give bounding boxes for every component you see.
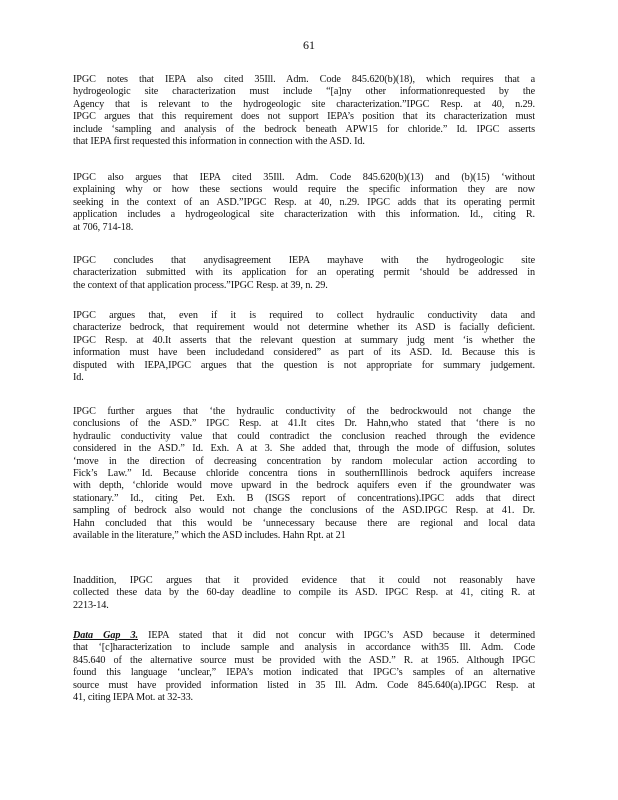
text-line: ‘move in the direction of decreasing concentration by random molecular action according to xyxy=(73,455,535,467)
text-line: that IEPA first requested this information in connection with the ASD. Id. xyxy=(73,136,365,148)
text-line: application includes a hydrogeological site characterization with this information. Id., citing R. xyxy=(73,209,535,221)
paragraph-5 xyxy=(73,406,535,542)
text-line: information must have been includedand considered” as part of its ASD. Id. Because this is xyxy=(73,347,535,359)
text-line: Id. xyxy=(73,372,84,384)
text-line: the context of that application process.”IPGC Resp. at 39, n. 29. xyxy=(73,279,328,291)
text-line: found this language ‘unclear,” IEPA’s motion indicated that IPGC’s samples of an alternative xyxy=(73,667,535,679)
text-line: Agency that is relevant to the hydrogeologic site characterization.”IPGC Resp. at 40, n.29. xyxy=(73,98,535,110)
text-line: considered in the ASD.” Id. Exh. A at 3. She added that, through the mode of diffusion, solutes xyxy=(73,443,535,455)
paragraph-6 xyxy=(73,575,535,612)
paragraph-3 xyxy=(73,255,535,292)
text-line: with depth, ‘chloride would move upward in the bedrock aquifers even if the groundwater was xyxy=(73,480,535,492)
text-run: IEPA stated that it did not concur with IPGC’s ASD because it determined xyxy=(148,630,535,641)
text-line: disputed with IEPA,IPGC argues that the question is not appropriate for summary judgement. xyxy=(73,359,535,371)
text-line: IPGC argues that this requirement does not support IEPA’s position that its characterization must xyxy=(73,111,535,123)
text-line: IPGC concludes that anydisagreement IEPA mayhave with the hydrogeologic site xyxy=(73,255,535,266)
text-line: available in the literature,” which the ASD includes. Hahn Rpt. at 21 xyxy=(73,530,346,542)
text-line: Fick’s Law.” Id. Because chloride concentra tions in southernIllinois bedrock aquifers increase xyxy=(73,468,535,480)
text-line: hydraulic conductivity value that could contradict the conclusion reached through the evidence xyxy=(73,430,535,442)
text-line: 845.640 of the alternative source must be provided with the ASD.” R. at 1965. Although IPGC xyxy=(73,654,535,666)
text-line: sampling of bedrock also would not change the conclusions of the ASD.IPGC Resp. at 41. Dr. xyxy=(73,505,535,517)
text-line: Inaddition, IPGC argues that it provided evidence that it could not reasonably have xyxy=(73,575,535,586)
text-line: include ‘sampling and analysis of the bedrock beneath APW15 for chloride.” Id. IPGC asserts xyxy=(73,123,535,135)
text-line: 41, citing IEPA Mot. at 32-33. xyxy=(73,692,194,704)
paragraph-4 xyxy=(73,310,535,384)
paragraph-2 xyxy=(73,172,535,234)
text-line xyxy=(73,630,535,642)
text-line: characterize bedrock, that requirement would not determine whether its ASD is facially deficient. xyxy=(73,322,535,334)
text-line: stationary.” Id., citing Pet. Exh. B (ISGS report of concentrations).IPGC adds that direct xyxy=(73,492,535,504)
text-line: explaining why or how these sections would require the specific information they are now xyxy=(73,184,535,196)
paragraph-7 xyxy=(73,630,535,704)
text-line: source must have provided information listed in 35 Ill. Adm. Code 845.640(a).IPGC Resp. at xyxy=(73,679,535,691)
text-line: conclusions of the ASD.” IPGC Resp. at 41.It cites Dr. Hahn,who stated that ‘there is no xyxy=(73,418,535,430)
text-line: hydrogeologic site characterization must include “[a]ny other informationrequested by the xyxy=(73,86,535,98)
text-line: that ‘[c]haracterization to include sample and analysis in accordance with35 Ill. Adm. Code xyxy=(73,642,535,654)
text-line: collected these data by the 60-day deadline to compile its ASD. IPGC Resp. at 41, citing R. at xyxy=(73,587,535,599)
text-line: IPGC further argues that ‘the hydraulic conductivity of the bedrockwould not change the xyxy=(73,406,535,417)
text-line: at 706, 714-18. xyxy=(73,221,134,233)
page-number: 61 xyxy=(303,38,315,52)
text-line: IPGC also argues that IEPA cited 35Ill. Adm. Code 845.620(b)(13) and (b)(15) ‘without xyxy=(73,172,535,183)
text-line: Hahn concluded that this would be ‘unnecessary because there are regional and local data xyxy=(73,517,535,529)
text-line: IPGC notes that IEPA also cited 35Ill. Adm. Code 845.620(b)(18), which requires that a xyxy=(73,74,535,85)
text-line: 2213-14. xyxy=(73,599,109,611)
text-line: IPGC argues that, even if it is required to collect hydraulic conductivity data and xyxy=(73,310,535,321)
text-line: characterization submitted with its application for an operating permit ‘should be addressed in xyxy=(73,267,535,279)
section-heading: Data Gap 3. xyxy=(73,630,138,641)
text-line: IPGC Resp. at 40.It asserts that the relevant question at summary judg ment ‘is whether the xyxy=(73,334,535,346)
text-line: seeking in the context of an ASD.”IPGC Resp. at 40, n.29. IPGC adds that its operating permit xyxy=(73,196,535,208)
paragraph-1 xyxy=(73,74,535,148)
